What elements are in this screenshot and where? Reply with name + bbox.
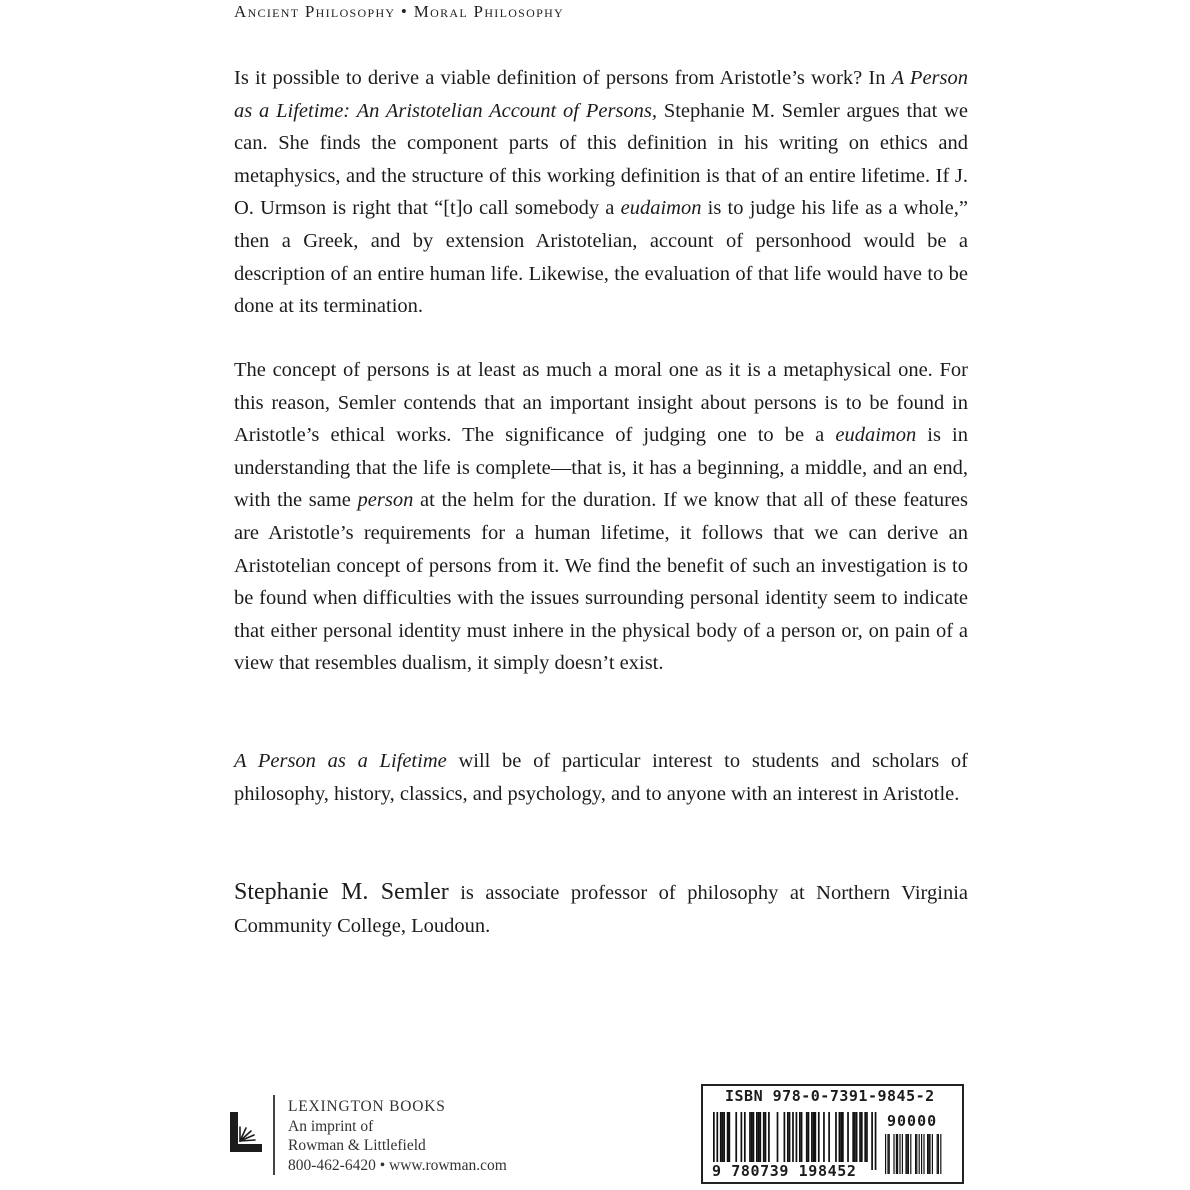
category-heading: Ancient Philosophy • Moral Philosophy — [234, 2, 565, 21]
addon-bar — [893, 1134, 894, 1174]
barcode-bar — [864, 1112, 866, 1162]
barcode-bar — [735, 1112, 737, 1162]
addon-bar — [908, 1134, 909, 1174]
addon-bar — [905, 1134, 906, 1174]
barcode-bar — [814, 1112, 816, 1162]
barcode-bar — [811, 1112, 813, 1162]
barcode-bar — [759, 1112, 761, 1162]
author-name: Stephanie M. Semler — [234, 879, 449, 905]
addon-bar — [896, 1134, 897, 1174]
barcode-bar — [852, 1112, 854, 1162]
lexington-logo-icon — [226, 1110, 270, 1156]
barcode-bar — [806, 1112, 808, 1162]
description-paragraph-2 — [234, 354, 968, 680]
addon-bar — [921, 1134, 922, 1174]
isbn-label: ISBN 978-0-7391-9845-2 — [725, 1087, 935, 1105]
barcode-bar — [723, 1112, 725, 1162]
addon-bar — [897, 1134, 898, 1174]
barcode-bar — [789, 1112, 791, 1162]
bio-text: is associate professor of philosophy at Northern Virginia Community College, Loudoun. — [234, 882, 968, 937]
barcode-bar — [741, 1112, 743, 1162]
barcode-bar — [866, 1112, 868, 1162]
description-paragraph-1 — [234, 62, 968, 323]
barcode-bar — [720, 1112, 722, 1162]
addon-bar — [928, 1134, 929, 1174]
addon-bar — [915, 1134, 916, 1174]
text-span: The concept of persons is at least as much a moral one as it is a metaphysical one. For this reason, Semler contends that an important insight about persons is to be found in Aristotle’s ethical works. The significance of judging one to be a — [234, 359, 968, 447]
term-italic: eudaimon — [835, 424, 917, 447]
barcode-bar — [753, 1112, 755, 1162]
text-span: Stephanie M. Semler argues that we can. She finds the component parts of this definition in his writing on ethics and metaphysics, and the structure of this working definition is that of an entire lifetime. If J. O. Urmson is right that “[t]o call somebody a — [234, 99, 968, 220]
addon-bar — [899, 1134, 900, 1174]
publisher-info — [288, 1097, 507, 1175]
text-span: Is it possible to derive a viable definition of persons from Aristotle’s work? In — [234, 67, 892, 89]
barcode-bar — [856, 1112, 858, 1162]
publisher-divider — [273, 1095, 275, 1175]
term-italic: eudaimon — [620, 197, 702, 220]
term-italic: person — [357, 489, 414, 512]
book-title-italic: A Person as a Lifetime — [234, 750, 447, 772]
addon-bar — [927, 1134, 928, 1174]
text-span: will be of particular interest to students and scholars of philosophy, history, classics, and psychology, and to anyone with an interest in Aristotle. — [234, 750, 968, 805]
addon-bar — [929, 1134, 930, 1174]
barcode-bar — [784, 1112, 786, 1162]
barcode-bar — [722, 1112, 724, 1162]
barcode-bar — [839, 1112, 841, 1162]
barcode-bar — [859, 1112, 861, 1162]
barcode-bar — [842, 1112, 844, 1162]
parent-publisher: Rowman & Littlefield — [288, 1137, 426, 1154]
addon-bar — [932, 1134, 933, 1174]
barcode-bar — [749, 1112, 751, 1162]
barcode-bar — [758, 1112, 760, 1162]
barcode-bar — [813, 1112, 815, 1162]
addon-digits: 90000 — [887, 1112, 938, 1130]
barcode-bar — [728, 1112, 730, 1162]
barcode-bar — [768, 1112, 770, 1162]
addon-bar — [902, 1134, 903, 1174]
barcode-bar — [763, 1112, 765, 1162]
barcode-bar — [765, 1112, 767, 1162]
author-bio — [234, 876, 968, 942]
barcode-bar — [818, 1112, 820, 1162]
description-paragraph-3 — [234, 745, 968, 810]
barcode-bar — [777, 1112, 779, 1162]
barcode-bar — [787, 1112, 789, 1162]
addon-bar — [889, 1134, 890, 1174]
publisher-contact: 800-462-6420 • www.rowman.com — [288, 1156, 507, 1174]
barcode-bar — [823, 1112, 825, 1162]
addon-bar — [940, 1134, 941, 1174]
text-span: at the helm for the duration. If we know that all of these features are Aristotle’s requirements for a human lifetime, it follows that we can derive an Aristotelian concept of persons from it. We find the benefit of such an investigation is to be found when difficulties with the issues surrounding personal identity seem to indicate that either personal identity must inhere in the physical body of a person or, on pain of a view that resembles dualism, it simply doesn’t exist. — [234, 489, 968, 675]
barcode-bar — [744, 1112, 746, 1162]
addon-bar — [916, 1134, 917, 1174]
barcode-bar — [835, 1112, 837, 1162]
addon-bar — [885, 1134, 886, 1174]
barcode-bar — [854, 1112, 856, 1162]
ean-digits: 9 780739 198452 — [712, 1162, 857, 1180]
publisher-name: LEXINGTON BOOKS — [288, 1098, 446, 1115]
barcode-bar — [801, 1112, 803, 1162]
text-span: is to judge his life as a whole,” then a Greek, and by extension Aristotelian, account of personhood would be a description of an entire human life. Likewise, the evaluation of that life would have to be done at its termination. — [234, 197, 968, 318]
addon-bar — [887, 1134, 888, 1174]
book-title-italic: A Person as a Lifetime: An Aristotelian Account of Persons, — [234, 67, 968, 122]
barcode-bar — [808, 1112, 810, 1162]
barcode-bar — [828, 1112, 830, 1162]
barcode-bar — [861, 1112, 863, 1162]
isbn-barcode-box — [701, 1084, 964, 1184]
barcode-bar — [751, 1112, 753, 1162]
barcode-bar — [756, 1112, 758, 1162]
addon-bar — [907, 1134, 908, 1174]
barcode-bar — [871, 1112, 873, 1170]
barcode-bar — [727, 1112, 729, 1162]
addon-bar — [919, 1134, 920, 1174]
imprint-line: An imprint of — [288, 1117, 374, 1135]
text-span: is in understanding that the life is complete—that is, it has a beginning, a middle, and an end, with the same — [234, 424, 969, 512]
barcode-bar — [799, 1112, 801, 1162]
addon-bar — [923, 1134, 924, 1174]
addon-bar — [938, 1134, 939, 1174]
addon-bar — [937, 1134, 938, 1174]
barcode-bar — [875, 1112, 877, 1170]
barcode-bar — [840, 1112, 842, 1162]
addon-bar — [910, 1134, 911, 1174]
barcode-bar — [847, 1112, 849, 1162]
